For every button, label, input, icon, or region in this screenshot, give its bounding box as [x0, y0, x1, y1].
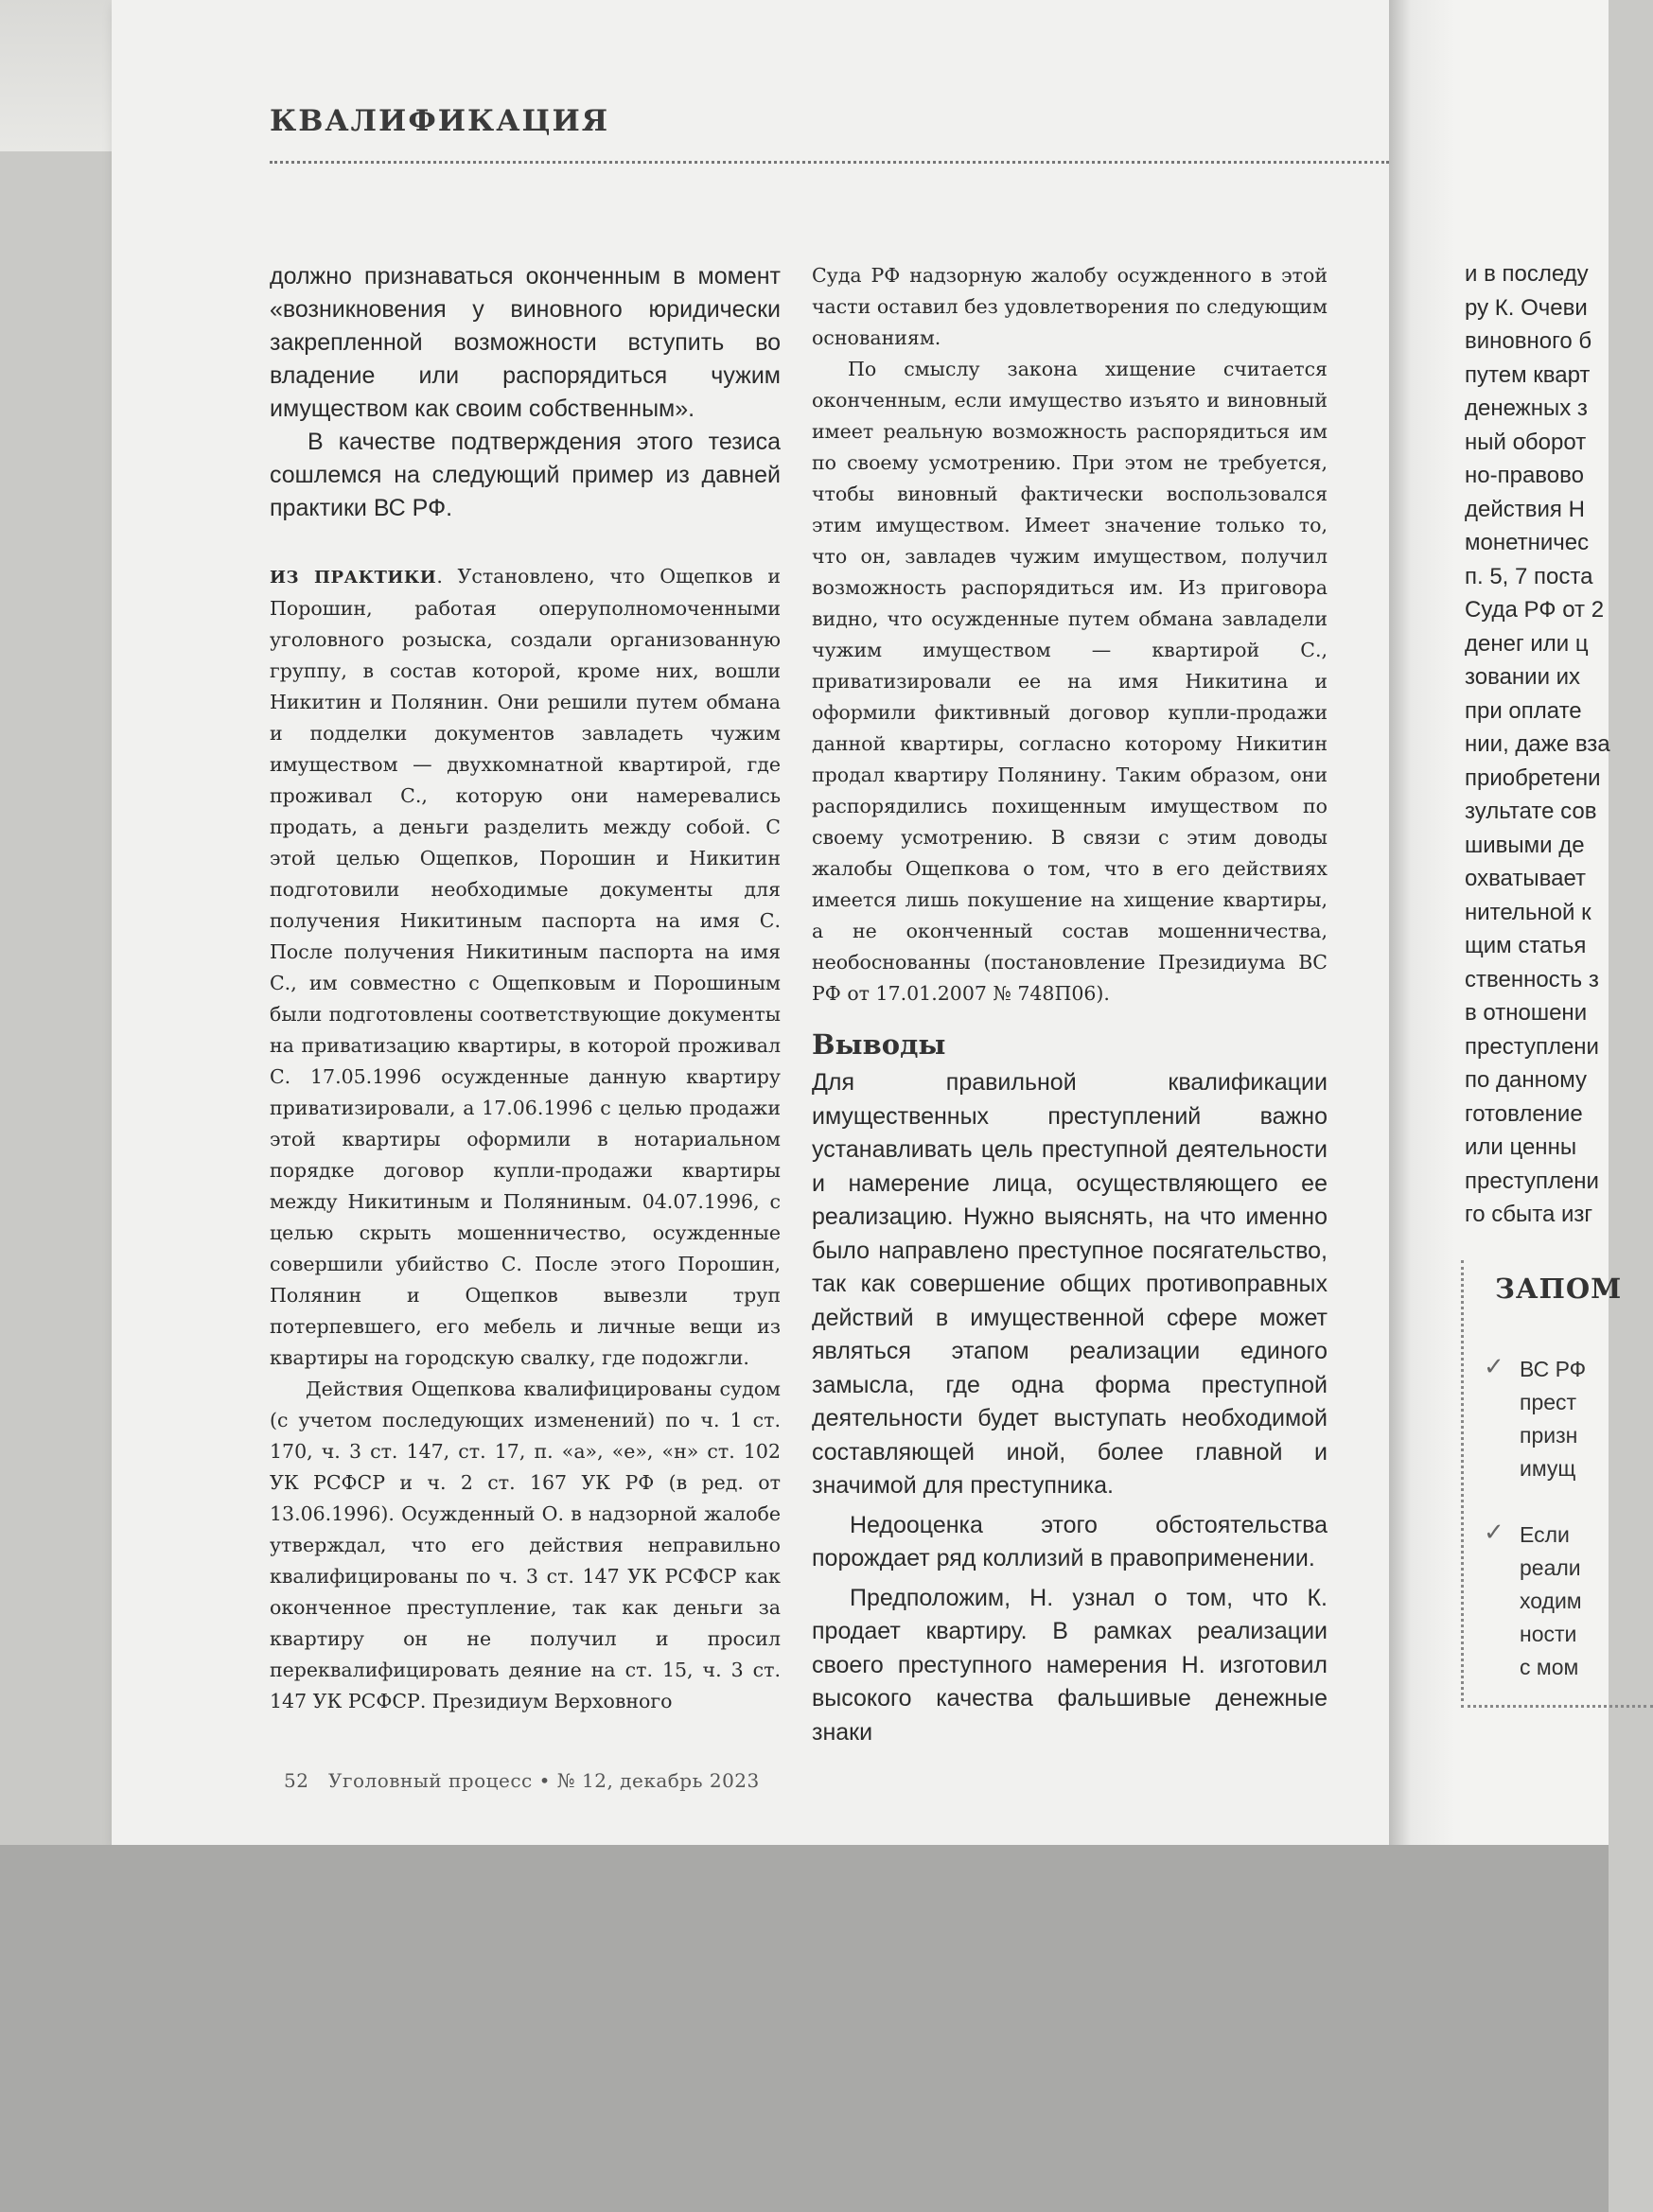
lead-text [270, 260, 781, 525]
conclusions-text [812, 1066, 1328, 1749]
remember-box-title: ЗАПОМ [1495, 1273, 1623, 1305]
journal-title: Уголовный процесс [328, 1769, 533, 1792]
practice-text: . Установлено, что Ощепков и Порошин, работая оперуполномоченными уголовного розыска, создали организованную группу, в состав которой, кроме них, вошли Никитин и Полянин. Они решили путем обмана и подделки документов завладеть чужим имуществом — двухкомнатной квартирой, где проживал С., которую они намеревались продать, а деньги разделить между собой. С этой целью Ощепков, Порошин и Никитин подготовили необходимые документы для получения Никитиным паспорта на имя С. После получения Никитиным паспорта на имя С., им совместно с Ощепковым и Порошиным были подготовлены соответствующие документы на приватизацию квартиры, в которой проживал С. 17.05.1996 осужденные данную квартиру приватизировали, а 17.06.1996 с целью продажи этой квартиры оформили в нотариальном порядке договор купли-продажи квартиры между Никитиным и Поляниным. 04.07.1996, с целью скрыть мошенничество, осужденные совершили убийство С. После этого Порошин, Полянин и Ощепков вывезли труп потерпевшего, его мебель и личные вещи из квартиры на городскую свалку, где подожгли. [270, 565, 782, 1369]
issue-info: № 12, декабрь 2023 [556, 1769, 760, 1792]
text-line: охватывает [1465, 866, 1586, 891]
header-dotted-rule [270, 161, 1389, 164]
lead-paragraph: должно признаваться оконченным в момент «возникновения у виновного юридически закрепленной возможности вступить во владение или распорядиться чужим имуществом как своим собственным». [270, 263, 781, 422]
text-line: но-правово [1465, 463, 1584, 488]
item-line: ности [1520, 1622, 1577, 1646]
item-line: ВС РФ [1520, 1357, 1587, 1381]
text-line: монетничес [1465, 530, 1590, 555]
practice-label: ИЗ ПРАКТИКИ [270, 568, 437, 588]
text-line: зовании их [1465, 664, 1581, 690]
text-line: п. 5, 7 поста [1465, 563, 1593, 589]
text-line: преступлени [1465, 1033, 1599, 1060]
item-line: с мом [1520, 1655, 1579, 1679]
conclusions-heading: Выводы [812, 1028, 946, 1061]
text-line: ный оборот [1465, 429, 1587, 455]
text-line: денег или ц [1465, 630, 1589, 657]
text-line: действия Н [1465, 496, 1585, 522]
conclusion-paragraph: Для правильной квалификации имущественных преступлений важно устанавливать цель преступной деятельности и намерение лица, осуществляющего ее реализацию. Нужно выяснять, на что именно было направлено преступное посягательство, так как совершение общих противоправных действий в имущественной сфере может являться этапом реализации единого замысла, где одна форма преступной деятельности будет выступать необходимой составляющей иной, более главной и значимой для преступника. [812, 1069, 1328, 1499]
text-line: преступлени [1465, 1167, 1599, 1194]
section-title: КВАЛИФИКАЦИЯ [270, 104, 610, 138]
text-line: денежных з [1465, 395, 1588, 421]
practice-paragraph: По смыслу закона хищение считается оконченным, если имущество изъято и виновный имеет реальную возможность распорядиться им по своему усмотрению. При этом не требуется, чтобы виновный фактически воспользовался этим имуществом. Имеет значение только то, что он, завладев чужим имуществом, получил возможность распорядиться им. Из приговора видно, что осужденные путем обмана завладели чужим имуществом — квартирой С., приватизировали ее на имя Никитина и оформили фиктивный договор купли-продажи данной квартиры, согласно которому Никитин продал квартиру Полянину. Таким образом, они распорядились похищенным имуществом по своему усмотрению. В связи с этим доводы жалобы Ощепкова о том, что в его действиях имеется лишь покушение на хищение квартиры, а не оконченный состав мошенничества, необоснованны (постановление Президиума ВС РФ от 17.01.2007 № 748П06). [812, 358, 1328, 1005]
item-line: имущ [1520, 1456, 1576, 1481]
text-line: по данному [1465, 1067, 1587, 1093]
text-line: в отношени [1465, 1000, 1588, 1026]
left-column [270, 260, 781, 1717]
text-line: при оплате [1465, 697, 1582, 724]
right-column [812, 260, 1328, 1749]
practice-paragraph: Действия Ощепкова квалифицированы судом (с учетом последующих изменений) по ч. 1 ст. 170, ч. 3 ст. 147, ст. 17, п. «а», «е», «н» ст. 102 УК РСФСР и ч. 2 ст. 167 УК РФ (в ред. от 13.06.1996). Осужденный О. в надзорной жалобе утверждал, что его действия неправильно квалифицированы по ч. 3 ст. 147 УК РСФСР как оконченное преступление, так как деньги за квартиру он не получил и просил переквалифицировать деяние на ст. 15, ч. 3 ст. 147 УК РСФСР. Президиум Верховного [270, 1378, 781, 1712]
practice-continued [812, 260, 1328, 1009]
text-line: или ценны [1465, 1134, 1577, 1160]
text-line: ственность з [1465, 966, 1599, 992]
page-number: 52 [284, 1769, 309, 1792]
text-line: готовление [1465, 1100, 1583, 1127]
text-line: ру К. Очеви [1465, 294, 1588, 321]
adjacent-page-text [1465, 257, 1616, 1232]
text-line: и в последу [1465, 261, 1589, 287]
text-line: путем кварт [1465, 361, 1591, 388]
text-line: виновного б [1465, 328, 1592, 354]
text-line: шивыми де [1465, 832, 1585, 858]
item-line: прест [1520, 1390, 1577, 1414]
text-line: щим статья [1465, 933, 1587, 958]
text-line: го сбыта изг [1465, 1202, 1593, 1227]
conclusion-paragraph: Недооценка этого обстоятельства порождает ряд коллизий в правоприменении. [812, 1511, 1328, 1571]
item-line: призн [1520, 1423, 1578, 1448]
item-line: ходим [1520, 1589, 1582, 1613]
check-icon: ✓ [1484, 1519, 1504, 1547]
page-footer [284, 1769, 760, 1792]
practice-block [270, 561, 781, 1717]
conclusion-paragraph: Предположим, Н. узнал о том, что К. продает квартиру. В рамках реализации своего преступного намерения Н. изготовил высокого качества фальшивые денежные знаки [812, 1584, 1328, 1746]
practice-paragraph [270, 561, 781, 1374]
scan-bottom-edge [0, 1845, 1609, 2212]
text-line: Суда РФ от 2 [1465, 597, 1605, 623]
check-icon: ✓ [1484, 1353, 1504, 1381]
practice-paragraph: Суда РФ надзорную жалобу осужденного в этой части оставил без удовлетворения по следующим основаниям. [812, 264, 1328, 349]
footer-separator: • [538, 1769, 551, 1792]
item-line: Если [1520, 1522, 1570, 1547]
item-line: реали [1520, 1555, 1581, 1580]
adjacent-page [1389, 0, 1623, 1845]
text-line: приобретени [1465, 764, 1601, 791]
text-line: зультате сов [1465, 799, 1597, 824]
text-line: нительной к [1465, 899, 1591, 925]
lead-paragraph: В качестве подтверждения этого тезиса сошлемся на следующий пример из давней практики ВС РФ. [270, 429, 781, 521]
text-line: нии, даже вза [1465, 731, 1610, 757]
